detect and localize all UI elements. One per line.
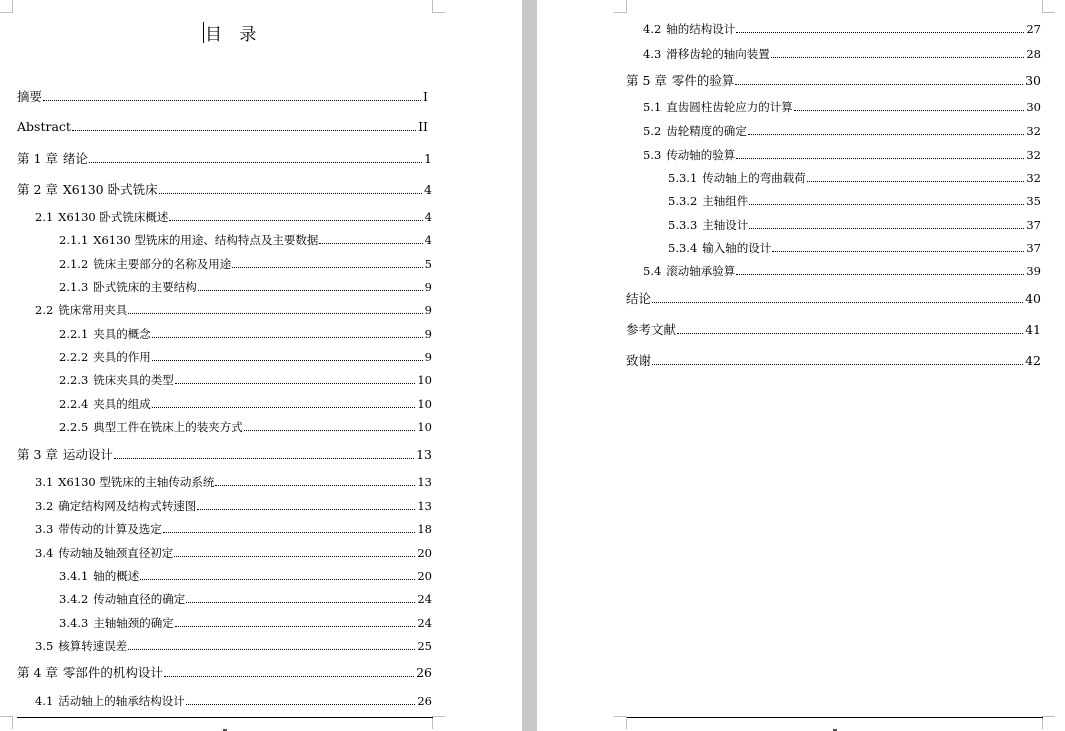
- toc-entry[interactable]: [626, 290, 1041, 308]
- toc-dot-leader: [772, 251, 1024, 252]
- toc-dot-leader: [232, 267, 422, 268]
- toc-entry[interactable]: [668, 239, 1041, 257]
- toc-entry-title: 输入轴的设计: [702, 241, 772, 255]
- toc-page-number: 26: [417, 694, 432, 708]
- toc-entry[interactable]: [35, 637, 432, 655]
- toc-entry-number: 5.2: [643, 124, 662, 138]
- toc-dot-leader: [794, 110, 1025, 111]
- toc-entry-title: 夹具的组成: [93, 397, 151, 411]
- toc-entry-title: 滚动轴承验算: [666, 264, 736, 278]
- toc-entry-title: 参考文献: [626, 322, 677, 337]
- toc-page-number: 30: [1025, 73, 1041, 88]
- toc-dot-leader: [319, 243, 422, 244]
- toc-dot-leader: [89, 162, 422, 163]
- toc-page-number: 5: [424, 257, 432, 271]
- toc-entry-title: 零件的验算: [671, 73, 735, 88]
- margin-mark-top-left: [614, 0, 627, 13]
- toc-entry-number: 5.3.2: [668, 194, 698, 208]
- toc-entry-title: X6130 型铣床的主轴传动系统: [58, 475, 215, 489]
- toc-entry-title: 铣床常用夹具: [58, 303, 128, 317]
- toc-entry-number: 3.4.3: [59, 616, 89, 630]
- toc-dot-leader: [749, 228, 1024, 229]
- toc-entry-number: 3.1: [35, 475, 54, 489]
- toc-page-number: 32: [1026, 148, 1041, 162]
- toc-title: 目 录: [205, 25, 263, 45]
- toc-page-number: 35: [1026, 194, 1041, 208]
- toc-dot-leader: [749, 204, 1024, 205]
- toc-page-number: 13: [417, 499, 432, 513]
- toc-entry-number: 3.3: [35, 522, 54, 536]
- toc-page-number: 39: [1026, 264, 1041, 278]
- toc-dot-leader: [140, 579, 415, 580]
- toc-page-number: 37: [1026, 218, 1041, 232]
- toc-entry-title: 结论: [626, 291, 652, 306]
- toc-entry[interactable]: [643, 98, 1041, 116]
- toc-entry[interactable]: [35, 497, 432, 515]
- text-cursor: [203, 22, 204, 43]
- toc-dot-leader: [652, 302, 1023, 303]
- toc-entry[interactable]: [59, 567, 432, 585]
- toc-entry-title: X6130 型铣床的用途、结构特点及主要数据: [93, 233, 319, 247]
- toc-dot-leader: [736, 158, 1024, 159]
- toc-entry[interactable]: [59, 418, 432, 436]
- toc-dot-leader: [735, 84, 1023, 85]
- toc-entry-number: 3.2: [35, 499, 54, 513]
- toc-dot-leader: [128, 649, 415, 650]
- toc-entry[interactable]: [59, 255, 432, 273]
- toc-entry-number: 5.1: [643, 100, 662, 114]
- toc-entry-number: 5.4: [643, 264, 662, 278]
- toc-dot-leader: [197, 509, 415, 510]
- toc-entry-number: 2.1.2: [59, 257, 89, 271]
- toc-entry[interactable]: [59, 371, 432, 389]
- toc-entry-number: 3.5: [35, 639, 54, 653]
- toc-page-number: 10: [417, 420, 432, 434]
- toc-dot-leader: [152, 407, 416, 408]
- toc-entry[interactable]: [17, 181, 432, 199]
- toc-page-number: 26: [416, 665, 432, 680]
- toc-entry-title: 主轴设计: [702, 218, 749, 232]
- toc-dot-leader: [244, 430, 416, 431]
- toc-entry-title: 典型工件在铣床上的装夹方式: [93, 420, 243, 434]
- toc-dot-leader: [198, 290, 423, 291]
- toc-entry[interactable]: [626, 72, 1041, 90]
- toc-dot-leader: [186, 602, 415, 603]
- toc-entry-number: 4.3: [643, 47, 662, 61]
- toc-entry[interactable]: [17, 150, 432, 168]
- toc-dot-leader: [114, 458, 414, 459]
- toc-entry-number: 5.3.3: [668, 218, 698, 232]
- toc-dot-leader: [652, 364, 1023, 365]
- toc-entry-title: 传动轴及轴颈直径初定: [58, 546, 174, 560]
- toc-page-number: 20: [417, 569, 432, 583]
- toc-page-number: II: [418, 119, 428, 134]
- toc-entry-title: 核算转速误差: [58, 639, 128, 653]
- toc-entry[interactable]: [17, 118, 428, 136]
- toc-entry-number: 2.2.1: [59, 327, 89, 341]
- toc-entry-number: 2.2.2: [59, 350, 89, 364]
- toc-page-number: 24: [417, 592, 432, 606]
- toc-entry-title: X6130 卧式铣床概述: [58, 210, 169, 224]
- toc-entry[interactable]: [643, 262, 1041, 280]
- toc-dot-leader: [771, 57, 1025, 58]
- toc-page-number: 18: [417, 522, 432, 536]
- toc-page-number: 28: [1026, 47, 1041, 61]
- toc-entry-title: 带传动的计算及选定: [58, 522, 162, 536]
- toc-entry-title: 主轴组件: [702, 194, 749, 208]
- toc-entry-number: 第 4 章: [17, 665, 58, 680]
- toc-entry-title: 传动轴的验算: [666, 148, 736, 162]
- toc-entry[interactable]: [59, 614, 432, 632]
- toc-page-number: 10: [417, 397, 432, 411]
- footer-rule: [17, 717, 433, 718]
- toc-entry-title: 夹具的作用: [93, 350, 151, 364]
- toc-entry[interactable]: [643, 20, 1041, 38]
- toc-entry-title: 轴的概述: [93, 569, 140, 583]
- toc-entry-number: 3.4: [35, 546, 54, 560]
- toc-entry-number: 4.1: [35, 694, 54, 708]
- toc-entry-title: 传动轴直径的确定: [93, 592, 186, 606]
- toc-dot-leader: [152, 360, 423, 361]
- toc-entry[interactable]: [17, 88, 428, 106]
- margin-mark-bottom-left: [614, 716, 627, 729]
- toc-entry-number: 2.2.3: [59, 373, 89, 387]
- toc-entry[interactable]: [59, 590, 432, 608]
- toc-page-number: 24: [417, 616, 432, 630]
- page-left: [0, 0, 522, 731]
- toc-entry[interactable]: [35, 208, 432, 226]
- footer-rule: [627, 717, 1043, 718]
- toc-dot-leader: [186, 704, 416, 705]
- toc-entry-number: 第 2 章: [17, 182, 58, 197]
- toc-entry-title: 卧式铣床的主要结构: [93, 280, 197, 294]
- toc-page-number: 9: [424, 350, 432, 364]
- toc-page-number: 32: [1026, 171, 1041, 185]
- toc-entry-title: 运动设计: [62, 447, 113, 462]
- toc-entry[interactable]: [35, 301, 432, 319]
- toc-page-number: 32: [1026, 124, 1041, 138]
- toc-page-number: 10: [417, 373, 432, 387]
- toc-dot-leader: [128, 313, 422, 314]
- toc-entry-title: 确定结构网及结构式转速图: [58, 499, 197, 513]
- toc-entry[interactable]: [35, 692, 432, 710]
- toc-dot-leader: [748, 134, 1025, 135]
- toc-entry-title: 零部件的机构设计: [62, 665, 163, 680]
- toc-dot-leader: [163, 532, 416, 533]
- toc-page-number: 40: [1025, 291, 1041, 306]
- toc-page-number: 30: [1026, 100, 1041, 114]
- toc-page-number: 4: [424, 210, 432, 224]
- toc-entry[interactable]: [643, 146, 1041, 164]
- toc-page-number: 4: [424, 233, 432, 247]
- toc-entry-number: 3.4.1: [59, 569, 89, 583]
- toc-entry-number: 2.1.3: [59, 280, 89, 294]
- margin-mark-bottom-left: [0, 716, 13, 729]
- toc-entry-number: 5.3: [643, 148, 662, 162]
- toc-entry[interactable]: [35, 544, 432, 562]
- toc-entry-number: 第 1 章: [17, 151, 58, 166]
- toc-entry[interactable]: [59, 231, 432, 249]
- toc-entry-number: 3.4.2: [59, 592, 89, 606]
- margin-mark-top-right: [432, 0, 445, 13]
- toc-entry-title: 传动轴上的弯曲载荷: [702, 171, 806, 185]
- toc-entry[interactable]: [35, 520, 432, 538]
- toc-entry-title: 齿轮精度的确定: [666, 124, 747, 138]
- margin-mark-top-left: [0, 0, 13, 13]
- toc-entry-title: 滑移齿轮的轴向装置: [666, 47, 770, 61]
- toc-entry[interactable]: [668, 216, 1041, 234]
- toc-entry-title: 铣床夹具的类型: [93, 373, 174, 387]
- toc-entry-number: 第 3 章: [17, 447, 58, 462]
- toc-page-number: 1: [424, 151, 432, 166]
- toc-dot-leader: [175, 626, 416, 627]
- toc-page-number: 9: [424, 280, 432, 294]
- toc-page-number: 41: [1025, 322, 1041, 337]
- toc-dot-leader: [169, 220, 422, 221]
- toc-page-number: 27: [1026, 22, 1041, 36]
- margin-mark-bottom-right: [1042, 716, 1055, 729]
- toc-page-number: 9: [424, 303, 432, 317]
- toc-entry[interactable]: [59, 325, 432, 343]
- toc-page-number: 20: [417, 546, 432, 560]
- toc-dot-leader: [175, 383, 416, 384]
- toc-dot-leader: [677, 333, 1023, 334]
- toc-entry-number: 5.3.1: [668, 171, 698, 185]
- page-right: [537, 0, 1065, 731]
- toc-entry-number: 2.2.5: [59, 420, 89, 434]
- toc-entry[interactable]: [59, 395, 432, 413]
- toc-entry[interactable]: [626, 321, 1041, 339]
- toc-dot-leader: [807, 181, 1025, 182]
- toc-entry[interactable]: [59, 278, 432, 296]
- toc-dot-leader: [159, 193, 422, 194]
- toc-dot-leader: [152, 337, 423, 338]
- toc-dot-leader: [215, 485, 415, 486]
- toc-dot-leader: [164, 676, 414, 677]
- toc-entry-title: 致谢: [626, 353, 652, 368]
- toc-entry-number: 4.2: [643, 22, 662, 36]
- toc-entry-title: 绪论: [62, 151, 88, 166]
- toc-page-number: I: [423, 89, 428, 104]
- margin-mark-bottom-right: [432, 716, 445, 729]
- toc-dot-leader: [72, 130, 416, 131]
- toc-entry[interactable]: [17, 664, 432, 682]
- toc-entry[interactable]: [643, 45, 1041, 63]
- toc-page-number: 13: [416, 447, 432, 462]
- toc-entry[interactable]: [35, 473, 432, 491]
- toc-entry-title: 活动轴上的轴承结构设计: [58, 694, 185, 708]
- toc-entry-title: 轴的结构设计: [666, 22, 736, 36]
- toc-entry-number: 2.1: [35, 210, 54, 224]
- margin-mark-top-right: [1042, 0, 1055, 13]
- toc-dot-leader: [43, 100, 421, 101]
- toc-entry-title: 摘要: [17, 89, 43, 104]
- toc-page-number: 13: [417, 475, 432, 489]
- toc-dot-leader: [736, 274, 1024, 275]
- toc-dot-leader: [174, 556, 415, 557]
- toc-entry-number: 2.1.1: [59, 233, 89, 247]
- toc-dot-leader: [736, 32, 1024, 33]
- page-gutter: [522, 0, 537, 731]
- toc-entry-title: Abstract: [17, 119, 71, 134]
- toc-entry-title: 铣床主要部分的名称及用途: [93, 257, 232, 271]
- toc-entry-number: 2.2.4: [59, 397, 89, 411]
- toc-entry-number: 第 5 章: [626, 73, 667, 88]
- toc-entry[interactable]: [626, 352, 1041, 370]
- toc-entry-number: 2.2: [35, 303, 54, 317]
- toc-page-number: 37: [1026, 241, 1041, 255]
- toc-page-number: 42: [1025, 353, 1041, 368]
- toc-entry[interactable]: [668, 192, 1041, 210]
- toc-entry[interactable]: [643, 122, 1041, 140]
- toc-entry-title: 直齿圆柱齿轮应力的计算: [666, 100, 793, 114]
- toc-entry[interactable]: [668, 169, 1041, 187]
- toc-page-number: 9: [424, 327, 432, 341]
- toc-entry-title: 主轴轴颈的确定: [93, 616, 174, 630]
- toc-entry[interactable]: [59, 348, 432, 366]
- toc-entry[interactable]: [17, 446, 432, 464]
- toc-entry-title: 夹具的概念: [93, 327, 151, 341]
- toc-entry-number: 5.3.4: [668, 241, 698, 255]
- toc-page-number: 4: [424, 182, 432, 197]
- toc-page-number: 25: [417, 639, 432, 653]
- toc-entry-title: X6130 卧式铣床: [62, 182, 158, 197]
